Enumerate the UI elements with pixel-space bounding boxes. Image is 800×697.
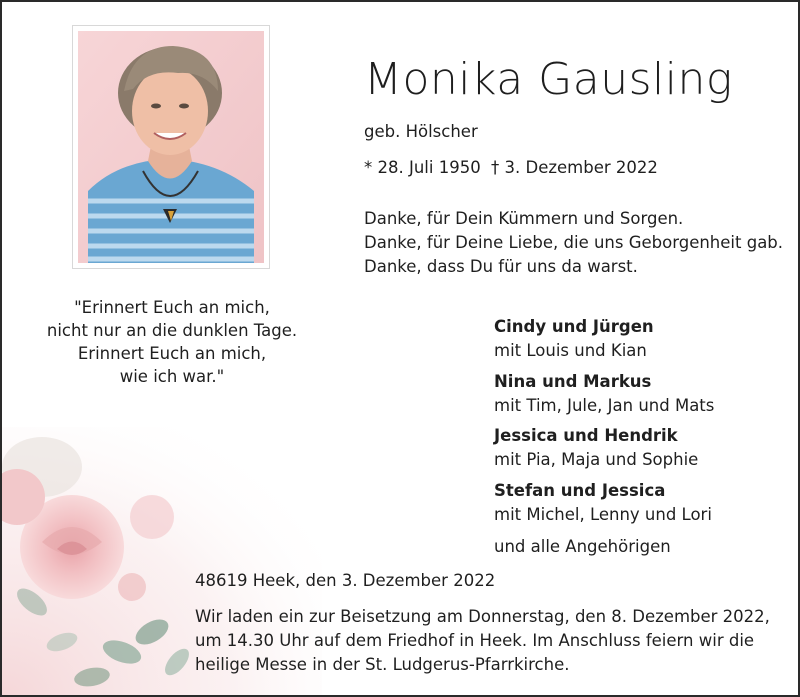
family-couple: Stefan und Jessica [494, 481, 666, 500]
family-couple: Cindy und Jürgen [494, 317, 654, 336]
quote-line: "Erinnert Euch an mich, [74, 298, 270, 317]
funeral-line: Wir laden ein zur Beisetzung am Donnerstag, den 8. Dezember 2022, [195, 607, 770, 626]
quote-line: nicht nur an die dunklen Tage. [46, 321, 298, 340]
portrait-photo [72, 25, 270, 269]
quote-line: wie ich war." [119, 367, 225, 386]
thanks-line: Danke, für Deine Liebe, die uns Geborgenheit gab. [364, 233, 784, 252]
thanks-line: Danke, dass Du für uns da warst. [364, 257, 638, 276]
funeral-line: heilige Messe in der St. Ludgerus-Pfarrkirche. [195, 655, 570, 674]
family-children: mit Louis und Kian [494, 341, 647, 360]
memorial-quote [37, 296, 307, 388]
deceased-name: Monika Gausling [364, 54, 733, 105]
birth-date: * 28. Juli 1950 [364, 158, 481, 177]
family-couple: Jessica und Hendrik [494, 426, 678, 445]
quote-line: Erinnert Euch an mich, [77, 344, 267, 363]
family-couple: Nina und Markus [494, 372, 652, 391]
maiden-name: geb. Hölscher [364, 122, 478, 141]
family-children: mit Pia, Maja und Sophie [494, 450, 699, 469]
funeral-line: um 14.30 Uhr auf dem Friedhof in Heek. Im Anschluss feiern wir die [195, 631, 755, 650]
place-date: 48619 Heek, den 3. Dezember 2022 [195, 571, 496, 590]
family-children: mit Michel, Lenny und Lori [494, 505, 712, 524]
death-date: † 3. Dezember 2022 [491, 158, 658, 177]
family-children: mit Tim, Jule, Jan und Mats [494, 396, 715, 415]
relatives: und alle Angehörigen [494, 537, 671, 556]
thanks-line: Danke, für Dein Kümmern und Sorgen. [364, 209, 684, 228]
